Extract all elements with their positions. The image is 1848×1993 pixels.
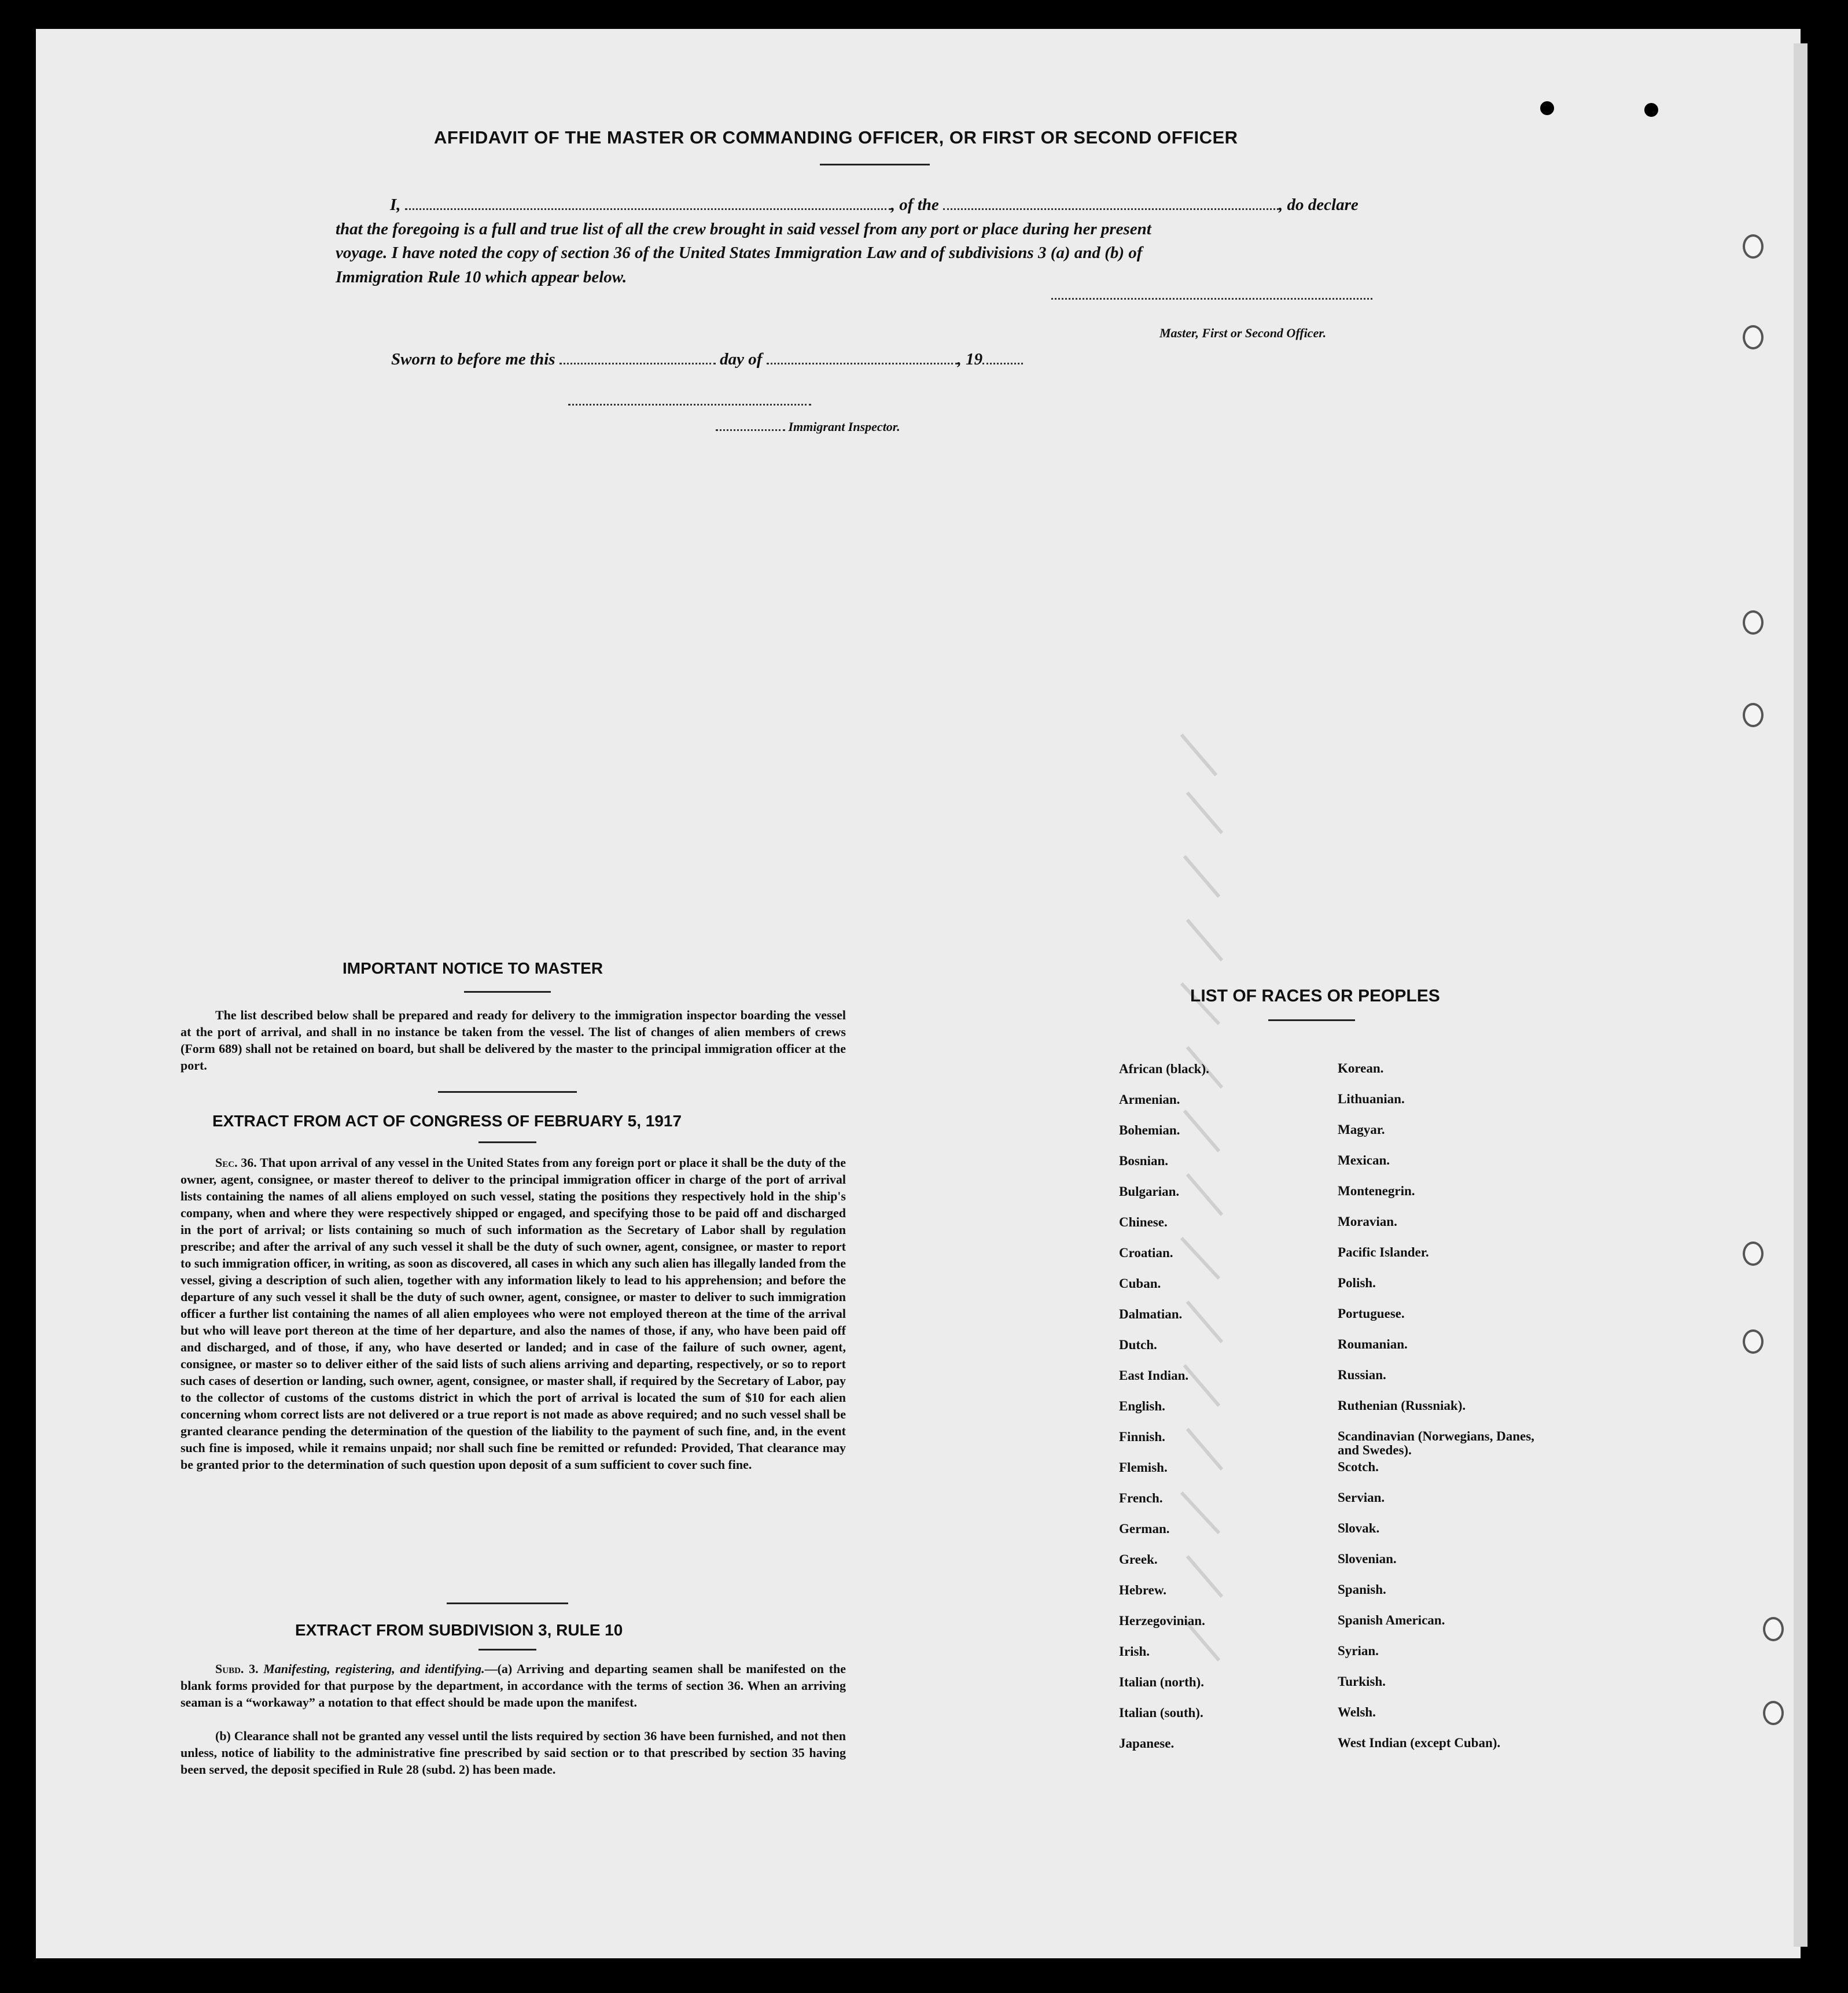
act-section-label: Sec. 36. [215, 1155, 257, 1170]
master-signature-field[interactable] [1051, 298, 1372, 300]
rule-divider [447, 1602, 568, 1604]
binder-ring [1743, 234, 1764, 259]
rule-para-a [181, 1660, 846, 1711]
affidavit-line-3: voyage. I have noted the copy of section 36 of the United States Immigration Law and of subdivisions 3 (a) and (b) of [336, 244, 1143, 262]
rule-extract-title: EXTRACT FROM SUBDIVISION 3, RULE 10 [295, 1621, 623, 1639]
race-item: Dutch. [1119, 1338, 1157, 1352]
race-item: Lithuanian. [1338, 1092, 1405, 1106]
race-item: Irish. [1119, 1644, 1150, 1659]
race-item: Roumanian. [1338, 1337, 1408, 1351]
race-item: Turkish. [1338, 1674, 1386, 1689]
binder-ring [1743, 1242, 1764, 1266]
sworn-year-label: , 19 [957, 350, 983, 369]
race-item: Servian. [1338, 1490, 1385, 1505]
race-item: Pacific Islander. [1338, 1245, 1429, 1259]
race-item: Finnish. [1119, 1430, 1165, 1444]
rule-subd-label: Subd. 3. [215, 1662, 259, 1676]
punch-hole [1644, 103, 1658, 117]
race-item: Mexican. [1338, 1153, 1390, 1167]
races-title-rule [1268, 1019, 1355, 1021]
sworn-year-field[interactable] [982, 363, 1023, 364]
race-item: Korean. [1338, 1061, 1384, 1075]
race-item: Chinese. [1119, 1215, 1168, 1229]
race-item: Croatian. [1119, 1246, 1173, 1260]
race-item: Dalmatian. [1119, 1307, 1183, 1321]
affidavit-i-label: I, [390, 196, 401, 214]
race-item: Flemish. [1119, 1460, 1168, 1475]
race-item: Spanish. [1338, 1582, 1386, 1597]
race-item: Italian (south). [1119, 1705, 1203, 1720]
inspector-prefix-dots [716, 429, 785, 431]
binder-ring [1743, 703, 1764, 727]
affidavit-line-1 [390, 193, 1449, 217]
rule-para-b: (b) Clearance shall not be granted any vessel until the lists required by section 36 have been furnished, and not then unless, notice of liability to the administrative fine prescribed by said section or to that prescribed by section 35 having been served, the deposit specified in Rule 28 (subd. 2) has been made. [181, 1729, 846, 1777]
vessel-name-field[interactable] [943, 208, 1279, 210]
notice-title: IMPORTANT NOTICE TO MASTER [343, 959, 603, 977]
race-item: Cuban. [1119, 1276, 1161, 1291]
sworn-line [391, 347, 1023, 371]
notice-title-rule [464, 991, 551, 993]
act-section-text: That upon arrival of any vessel in the United States from any foreign port or place it shall be the duty of the owner, agent, consignee, or master thereof to deliver to the principal immigration officer in charge of the port of arrival lists containing the names of all aliens employed on such vessel, stating the positions they respectively hold in the ship's company, when and where they were respectively shipped or engaged, and specifying those to be paid off and discharged in the port of arrival; or lists containing so much of such information as the Secretary of Labor shall by regulation prescribe; and after the arrival of any such vessel it shall be the duty of such owner, agent, consignee, or master to report to such immigration officer, in writing, as soon as discovered, all cases in which any such alien has illegally landed from the vessel, giving a description of such alien, together with any information likely to lead to his apprehension; and before the departure of any such vessel it shall be the duty of such owner, agent, consignee, or master to deliver to such immigration officer a further list containing the names of all alien employees who were not employed thereon at the time of the arrival but who will leave port thereon at the time of her departure, and also the names of those, if any, who have been paid off and discharged, and of those, if any, who have deserted or landed; and in case of the failure of such owner, agent, consignee, or master so to deliver either of the said lists of such aliens arriving and departing, respectively, or so to report such cases of desertion or landing, such owner, agent, consignee, or master shall, if required by the Secretary of Labor, pay to the collector of customs of the customs district in which the port of arrival is located the sum of $10 for each alien concerning whom correct lists are not delivered or a true report is not made as above required; and no such vessel shall be granted clearance pending the determination of the question of the liability to the payment of such fine, and, in the event such fine is imposed, while it remains unpaid; nor shall such fine be remitted or refunded: Provided, That clearance may be granted prior to the determination of such question upon deposit of a sum sufficient to cover such fine. [181, 1155, 846, 1472]
inspector-signature-field[interactable] [568, 404, 811, 406]
race-item: Scotch. [1338, 1460, 1379, 1474]
race-item: Magyar. [1338, 1122, 1385, 1137]
binder-ring [1763, 1701, 1784, 1725]
race-item: Hebrew. [1119, 1583, 1166, 1597]
race-item: German. [1119, 1522, 1170, 1536]
race-item: Bohemian. [1119, 1123, 1180, 1137]
notice-divider [438, 1091, 577, 1093]
punch-hole [1540, 101, 1554, 115]
races-title: LIST OF RACES OR PEOPLES [1190, 986, 1440, 1005]
binder-ring [1743, 610, 1764, 635]
binder-ring [1743, 325, 1764, 349]
affidavit-declare-label: , do declare [1279, 196, 1359, 214]
race-item: Scandinavian (Norwegians, Danes, and Swedes). [1338, 1429, 1534, 1457]
affidavit-line-2: that the foregoing is a full and true list of all the crew brought in said vessel from any port or place during her present [336, 220, 1151, 238]
act-extract-title-rule [478, 1141, 536, 1143]
binder-ring [1743, 1329, 1764, 1354]
race-item: Spanish American. [1338, 1613, 1445, 1627]
race-item: Montenegrin. [1338, 1184, 1415, 1198]
sworn-month-field[interactable] [767, 363, 958, 364]
sworn-day-of-label: day of [720, 350, 763, 369]
race-item: Japanese. [1119, 1736, 1175, 1751]
race-item: West Indian (except Cuban). [1338, 1736, 1501, 1750]
master-name-field[interactable] [405, 208, 891, 210]
act-extract-body [181, 1154, 846, 1473]
race-item: Welsh. [1338, 1705, 1376, 1719]
race-item: Polish. [1338, 1276, 1376, 1290]
sworn-day-field[interactable] [559, 363, 716, 364]
race-item: Italian (north). [1119, 1675, 1204, 1689]
race-item: African (black). [1119, 1062, 1209, 1076]
underlying-page-edge [1794, 43, 1807, 1947]
race-item: Bosnian. [1119, 1154, 1169, 1168]
race-item: Slovenian. [1338, 1552, 1397, 1566]
binder-ring [1763, 1617, 1784, 1641]
rule-subd-heading: Manifesting, registering, and identifying. [263, 1662, 485, 1676]
inspector-line [716, 419, 900, 434]
race-item: Slovak. [1338, 1521, 1380, 1535]
document-page [36, 29, 1801, 1958]
notice-body: The list described below shall be prepared and ready for delivery to the immigration inspector boarding the vessel at the port of arrival, and shall in no instance be taken from the vessel. The list of changes of alien members of crews (Form 689) shall not be retained on board, but shall be delivered by the master to the principal immigration officer at the port. [181, 1008, 846, 1073]
race-item: Russian. [1338, 1368, 1386, 1382]
rule-para-a-text: —(a) Arriving and departing seamen shall be manifested on the blank forms provided for that purpose by the department, in accordance with the terms of section 36. When an arriving seaman is a “workaway” a notation to that effect should be made upon the manifest. [181, 1662, 846, 1710]
inspector-label: Immigrant Inspector. [788, 419, 900, 434]
master-signature-label: Master, First or Second Officer. [1159, 326, 1327, 340]
race-item: Portuguese. [1338, 1306, 1405, 1321]
race-item: English. [1119, 1399, 1165, 1413]
race-item: Bulgarian. [1119, 1184, 1180, 1199]
bleed-through-marks [1170, 723, 1286, 1764]
race-item: Syrian. [1338, 1644, 1379, 1658]
race-item: Ruthenian (Russniak). [1338, 1398, 1466, 1413]
affidavit-of-the-label: , of the [890, 196, 939, 214]
race-item: Moravian. [1338, 1214, 1397, 1229]
race-item: French. [1119, 1491, 1163, 1505]
race-item: East Indian. [1119, 1368, 1189, 1383]
affidavit-title: AFFIDAVIT OF THE MASTER OR COMMANDING OFFICER, OR FIRST OR SECOND OFFICER [434, 127, 1238, 148]
sworn-label: Sworn to before me this [391, 350, 555, 369]
act-extract-title: EXTRACT FROM ACT OF CONGRESS OF FEBRUARY 5, 1917 [212, 1112, 682, 1130]
race-item: Greek. [1119, 1552, 1158, 1567]
race-item: Herzegovinian. [1119, 1613, 1205, 1628]
affidavit-line-4: Immigration Rule 10 which appear below. [336, 268, 627, 286]
affidavit-title-rule [820, 164, 930, 165]
race-item: Armenian. [1119, 1092, 1180, 1107]
rule-extract-title-rule [478, 1649, 536, 1651]
